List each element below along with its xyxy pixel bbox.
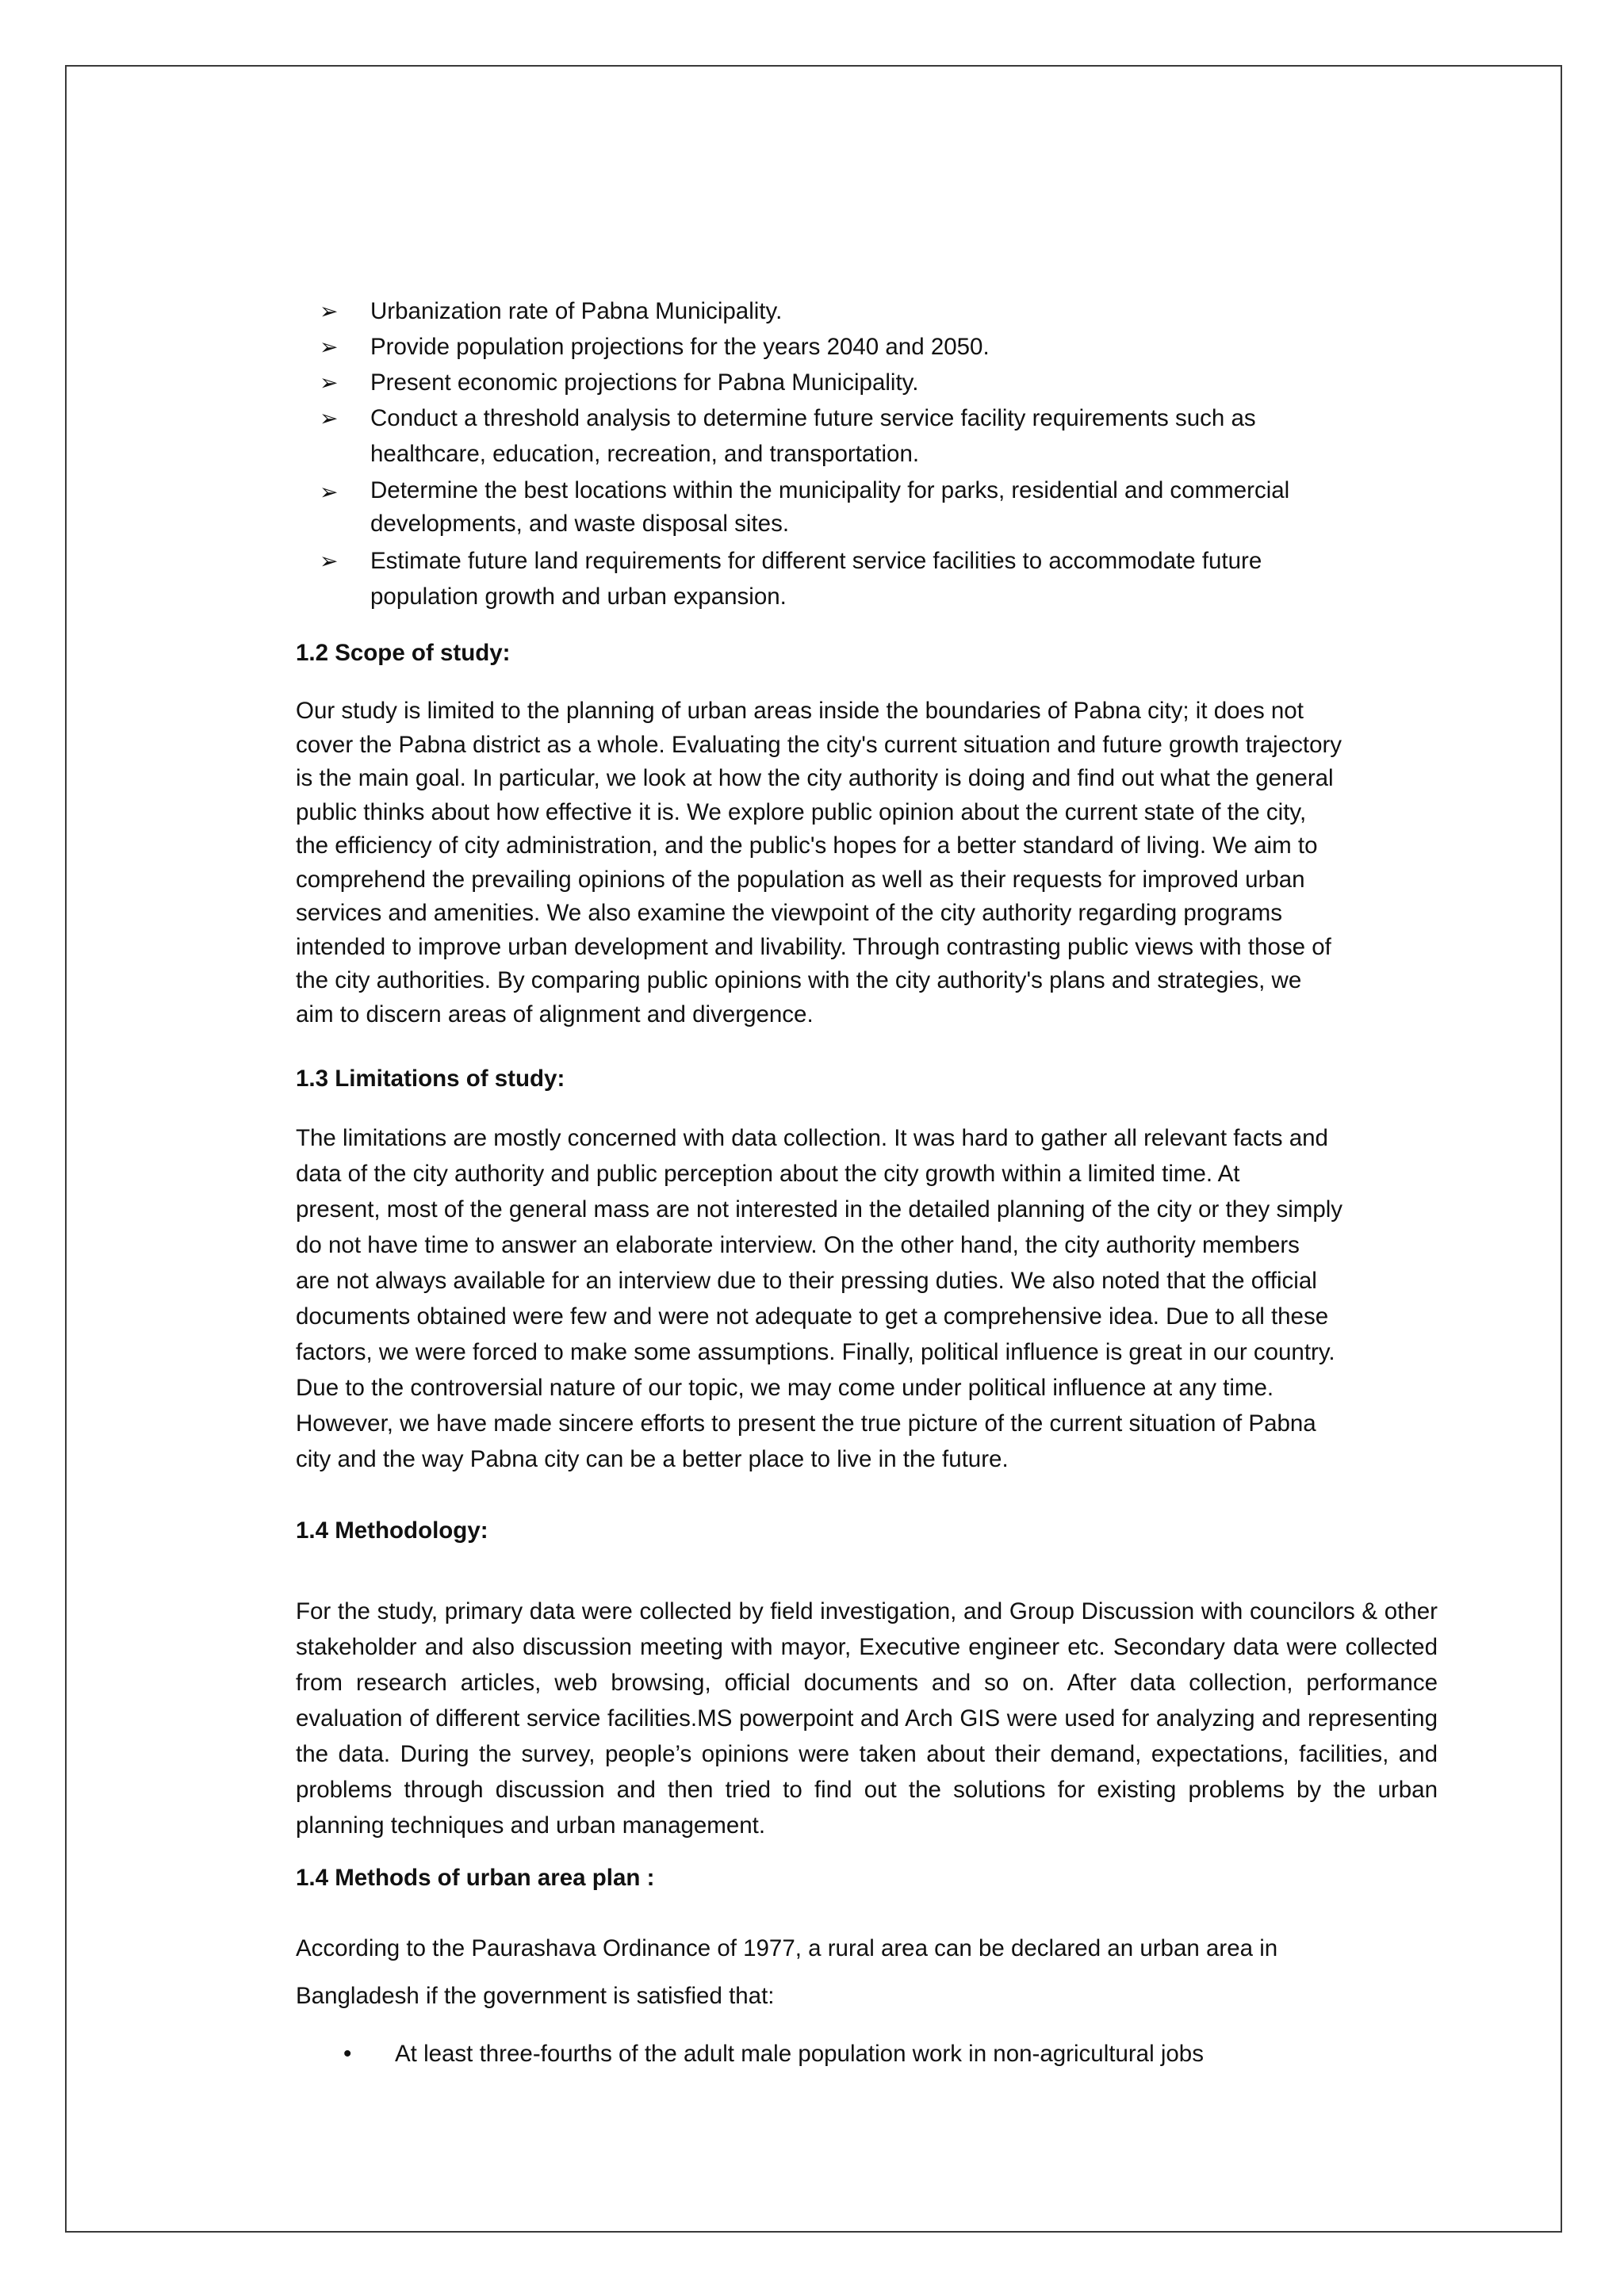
list-item [296,293,1438,329]
text-line: city and the way Pabna city can be a better place to live in the future. [296,1446,1009,1472]
list-item-line: population growth and urban expansion. [370,584,787,610]
text-line: present, most of the general mass are not interested in the detailed planning of the city or they simply [296,1196,1343,1223]
list-item-line: Provide population projections for the years 2040 and 2050. [370,334,990,360]
dot-bullet-icon: • [343,2041,352,2067]
list-item [296,543,1438,614]
arrow-bullet-icon: ➢ [320,549,339,573]
list-item [296,2036,1438,2072]
text-line: documents obtained were few and were not adequate to get a comprehensive idea. Due to all these [296,1303,1329,1330]
text-line: intended to improve urban development and livability. Through contrasting public views with those of [296,933,1331,960]
text-line: However, we have made sincere efforts to present the true picture of the current situation of Pabna [296,1410,1316,1437]
list-item-line: Determine the best locations within the municipality for parks, residential and commercial [370,477,1290,503]
criteria-list [296,2036,1438,2072]
list-item-line: healthcare, education, recreation, and transportation. [370,441,920,467]
text-line: Our study is limited to the planning of urban areas inside the boundaries of Pabna city; it does not [296,698,1304,724]
list-item-line: developments, and waste disposal sites. [370,511,790,537]
arrow-bullet-icon: ➢ [320,299,339,323]
section-heading-methodology: 1.4 Methodology: [296,1517,488,1544]
text-line: public thinks about how effective it is. We explore public opinion about the current state of the city, [296,798,1307,825]
list-item [296,400,1438,472]
text-line: factors, we were forced to make some assumptions. Finally, political influence is great in our country. [296,1339,1335,1365]
paragraph-limitations [296,1120,1438,1477]
section-heading-methods-plan: 1.4 Methods of urban area plan : [296,1865,655,1891]
objectives-list [296,293,1438,614]
section-heading-limitations: 1.3 Limitations of study: [296,1066,565,1092]
text-line: comprehend the prevailing opinions of the population as well as their requests for improved urban [296,866,1305,893]
paragraph-methodology: For the study, primary data were collected by field investigation, and Group Discussion with councilors & other stakeholder and also discussion meeting with mayor, Executive engineer etc. Secondary data were collected from research articles, web browsing, official documents and so on. After data collection, performance evaluation of different service facilities.MS powerpoint and Arch GIS were used for analyzing and representing the data. During the survey, people’s opinions were taken about their demand, expectations, facilities, and problems through discussion and then tried to find out the solutions for existing problems by the urban planning techniques and urban management. [296,1598,1438,1839]
text-line: data of the city authority and public perception about the city growth within a limited time. At [296,1161,1240,1187]
text-line: cover the Pabna district as a whole. Evaluating the city's current situation and future growth trajectory [296,731,1342,758]
text-line: According to the Paurashava Ordinance of 1977, a rural area can be declared an urban area in [296,1935,1278,1961]
text-line: services and amenities. We also examine the viewpoint of the city authority regarding programs [296,900,1282,926]
arrow-bullet-icon: ➢ [320,370,339,395]
text-line: the city authorities. By comparing public opinions with the city authority's plans and strategies, we [296,967,1302,993]
section-heading-scope: 1.2 Scope of study: [296,640,511,666]
text-line: is the main goal. In particular, we look at how the city authority is doing and find out what the general [296,765,1334,791]
text-line: Due to the controversial nature of our topic, we may come under political influence at any time. [296,1375,1274,1401]
text-line: are not always available for an interview due to their pressing duties. We also noted that the official [296,1268,1317,1294]
text-line: do not have time to answer an elaborate interview. On the other hand, the city authority members [296,1232,1300,1258]
arrow-bullet-icon: ➢ [320,406,339,430]
arrow-bullet-icon: ➢ [320,480,339,504]
paragraph-methods-plan [296,1925,1438,2020]
list-item-line: At least three-fourths of the adult male population work in non-agricultural jobs [395,2041,1204,2067]
text-line: Bangladesh if the government is satisfied that: [296,1983,775,2009]
list-item [296,329,1438,365]
text-line: aim to discern areas of alignment and divergence. [296,1001,814,1027]
list-item-line: Estimate future land requirements for different service facilities to accommodate future [370,548,1262,574]
list-item-line: Conduct a threshold analysis to determine future service facility requirements such as [370,405,1256,431]
list-item [296,365,1438,400]
list-item-line: Urbanization rate of Pabna Municipality. [370,298,783,324]
paragraph-scope [296,695,1438,1031]
document-body [296,293,1438,2072]
list-item-line: Present economic projections for Pabna Municipality. [370,369,919,396]
text-line: the efficiency of city administration, and the public's hopes for a better standard of living. We aim to [296,832,1318,859]
arrow-bullet-icon: ➢ [320,335,339,359]
list-item [296,474,1438,541]
text-line: The limitations are mostly concerned with data collection. It was hard to gather all relevant facts and [296,1125,1328,1151]
